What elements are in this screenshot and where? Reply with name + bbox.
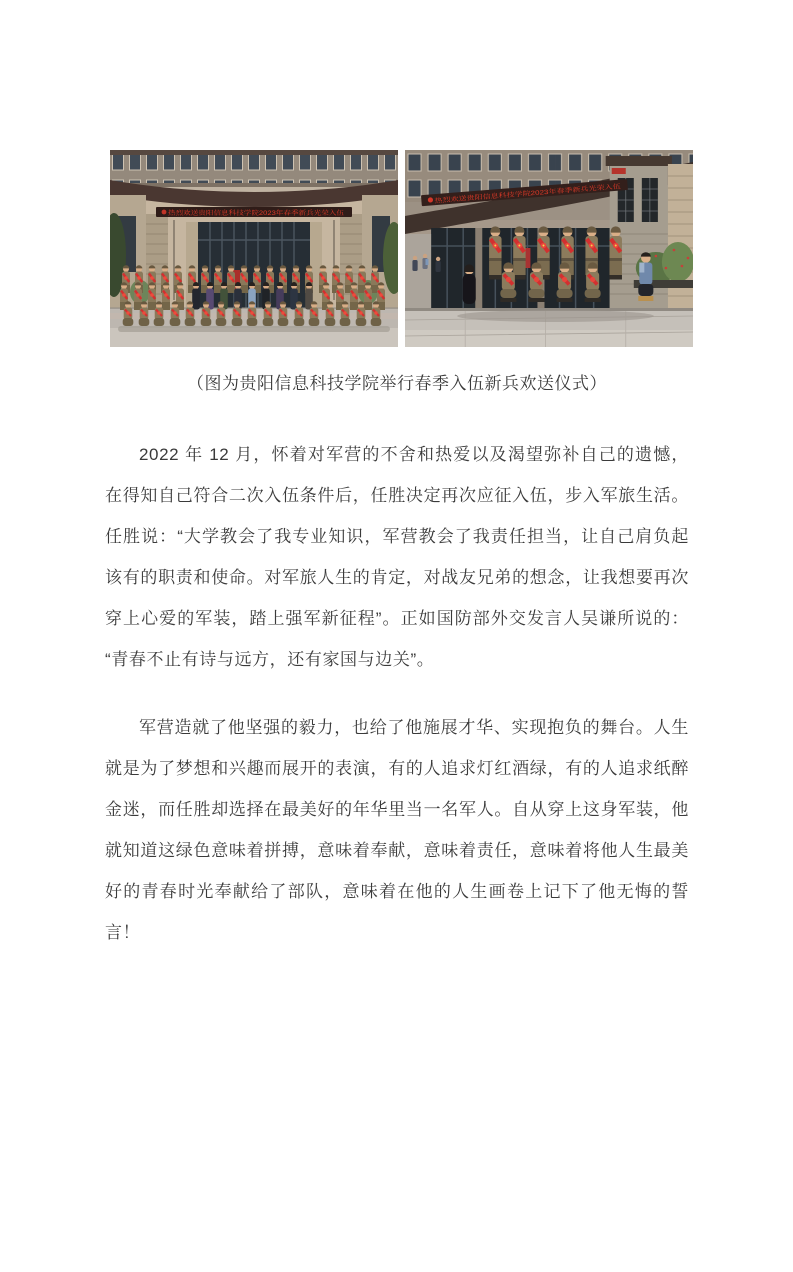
crowd-front-row-kneeling-soldiers — [123, 301, 382, 326]
banner-emblem-icon — [162, 210, 167, 215]
figure-caption: （图为贵阳信息科技学院举行春季入伍新兵欢送仪式） — [187, 374, 607, 393]
document-page — [0, 150, 793, 1272]
photo-left-group — [110, 150, 398, 347]
photo-right-group — [405, 150, 693, 347]
crowd-shadow — [457, 310, 654, 322]
welcome-banner — [156, 207, 352, 217]
teacher-woman — [463, 264, 476, 304]
photo-left-illustration — [110, 150, 398, 347]
article-body — [105, 434, 689, 953]
banner-text: 热烈欢送贵阳信息科技学院2023年春季新兵光荣入伍 — [434, 186, 581, 205]
photo-right-illustration — [405, 150, 693, 347]
figure-row — [110, 150, 793, 347]
red-plaque — [612, 168, 626, 174]
banner-text: 热烈欢送贵阳信息科技学院2023年春季新兵光荣入伍 — [168, 210, 308, 217]
crowd-shadow — [118, 326, 390, 332]
plaza-ground — [405, 308, 693, 347]
paragraph-1: 2022 年 12 月，怀着对军营的不舍和热爱以及渴望弥补自己的遗憾，在得知自己符合二次入伍条件后，任胜决定再次应征入伍，步入军旅生活。任胜说：“大学教会了我专业知识，军营教会了我责任担当，让自己肩负起该有的职责和使命。对军旅人生的肯定，对战友兄弟的想念，让我想要再次穿上心爱的军装，踏上强军新征程”。正如国防部外交发言人吴谦所说的：“青春不止有诗与远方，还有家国与边关”。 — [105, 445, 689, 669]
paragraph-2: 军营造就了他坚强的毅力，也给了他施展才华、实现抱负的舞台。人生就是为了梦想和兴趣而展开的表演，有的人追求灯红酒绿，有的人追求纸醉金迷，而任胜却选择在最美好的年华里当一名军人。自从穿上这身军装，他就知道这绿色意味着拼搏，意味着奉献，意味着责任，意味着将他人生最美好的青春时光奉献给了部队，意味着在他的人生画卷上记下了他无悔的誓言！ — [105, 718, 689, 942]
